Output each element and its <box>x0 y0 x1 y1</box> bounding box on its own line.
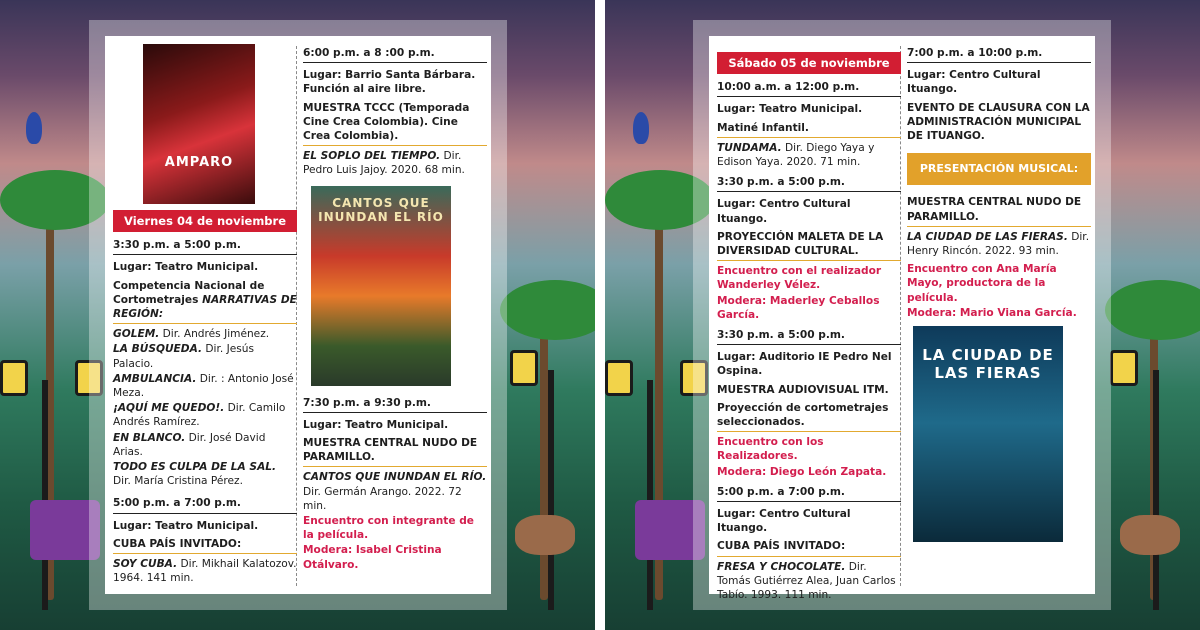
palm-frond <box>1105 280 1200 340</box>
venue: Lugar: Teatro Municipal. <box>113 519 259 532</box>
film-entry: SOY CUBA. Dir. Mikhail Kalatozov. 1964. 141 min. <box>113 558 297 585</box>
bird-icon <box>26 112 42 144</box>
meet-note: Encuentro con el realizador Wanderley Vélez. <box>717 265 882 292</box>
meet-note: Encuentro con integrante de la película. <box>303 515 474 542</box>
palm-frond <box>500 280 595 340</box>
venue: Lugar: Barrio Santa Bárbara. Función al aire libre. <box>303 69 476 96</box>
time-slot: 5:00 p.m. a 7:00 p.m. <box>717 483 901 502</box>
film-entry: TODO ES CULPA DE LA SAL. Dir. María Cristina Pérez. <box>113 461 277 488</box>
program-title: Competencia Nacional de Cortometrajes NARRATIVAS DE REGIÓN: <box>113 277 297 325</box>
meet-note: Encuentro con los Realizadores. <box>717 436 824 463</box>
film-entry: TUNDAMA. Dir. Diego Yaya y Edison Yaya. 2020. 71 min. <box>717 141 875 169</box>
poster-title: LA CIUDAD DE LAS FIERAS <box>922 346 1054 383</box>
street-lamp <box>42 380 48 610</box>
time-slot: 7:30 p.m. a 9:30 p.m. <box>303 394 487 413</box>
poster-amparo <box>143 44 255 204</box>
right-page <box>605 0 1200 630</box>
moderator-note: Modera: Diego León Zapata. <box>717 465 887 478</box>
program-title: MUESTRA AUDIOVISUAL ITM. <box>717 383 889 396</box>
program-title: Matiné Infantil. <box>717 119 901 138</box>
film-entry: AMBULANCIA. Dir. : Antonio José Meza. <box>113 372 294 400</box>
column-1 <box>717 44 901 603</box>
time-slot: 3:30 p.m. a 5:00 p.m. <box>113 236 297 255</box>
time-slot: 6:00 p.m. a 8 :00 p.m. <box>303 44 487 63</box>
film-entry: GOLEM. Dir. Andrés Jiménez. <box>113 328 270 341</box>
time-slot: 10:00 a.m. a 12:00 p.m. <box>717 78 901 97</box>
program-card <box>105 36 491 594</box>
venue: Lugar: Centro Cultural Ituango. <box>717 198 851 225</box>
venue: Lugar: Teatro Municipal. <box>303 418 449 431</box>
street-lamp <box>548 370 554 610</box>
film-entry: CANTOS QUE INUNDAN EL RÍO. Dir. Germán Arango. 2022. 72 min. <box>303 471 487 512</box>
time-slot: 3:30 p.m. a 5:00 p.m. <box>717 173 901 192</box>
program-card <box>709 36 1095 602</box>
meet-note: Encuentro con Ana María Mayo, productora de la película. <box>907 263 1057 304</box>
bird-icon <box>633 112 649 144</box>
venue: Lugar: Auditorio IE Pedro Nel Ospina. <box>717 351 892 378</box>
program-title: MUESTRA TCCC (Temporada Cine Crea Colombia). Cine Crea Colombia). <box>303 99 487 147</box>
poster-title: CANTOS QUE INUNDAN EL RÍO <box>318 195 444 224</box>
poster-ciudad <box>913 326 1063 542</box>
time-slot: 5:00 p.m. a 7:00 p.m. <box>113 494 297 513</box>
mule <box>1120 515 1180 555</box>
lamp-light <box>1110 350 1138 386</box>
film-entry: LA BÚSQUEDA. Dir. Jesús Palacio. <box>113 343 254 370</box>
venue: Lugar: Teatro Municipal. <box>113 261 259 274</box>
program-title: EVENTO DE CLAUSURA CON LA ADMINISTRACIÓN MUNICIPAL DE ITUANGO. <box>907 101 1090 143</box>
column-2 <box>907 44 1091 542</box>
lamp-light <box>0 360 28 396</box>
lamp-light <box>510 350 538 386</box>
film-entry: EN BLANCO. Dir. José David Arias. <box>113 431 266 458</box>
mule <box>515 515 575 555</box>
film-entry: LA CIUDAD DE LAS FIERAS. Dir. Henry Rincón. 2022. 93 min. <box>907 230 1090 258</box>
venue: Lugar: Centro Cultural Ituango. <box>717 508 851 535</box>
column-1 <box>113 44 297 586</box>
venue: Lugar: Centro Cultural Ituango. <box>907 69 1041 96</box>
program-title: CUBA PAÍS INVITADO: <box>717 537 901 556</box>
moderator-note: Modera: Maderley Ceballos García. <box>717 294 880 321</box>
venue: Lugar: Teatro Municipal. <box>717 103 863 116</box>
film-entry: EL SOPLO DEL TIEMPO. Dir. Pedro Luis Jajoy. 2020. 68 min. <box>303 150 465 177</box>
left-page <box>0 0 595 630</box>
program-title: MUESTRA CENTRAL NUDO DE PARAMILLO. <box>303 434 487 467</box>
time-slot: 3:30 p.m. a 5:00 p.m. <box>717 326 901 345</box>
poster-title: AMPARO <box>164 155 234 170</box>
film-entry: ¡AQUÍ ME QUEDO!. Dir. Camilo Andrés Ramírez. <box>113 402 286 429</box>
music-banner: PRESENTACIÓN MUSICAL: <box>907 153 1091 185</box>
moderator-note: Modera: Isabel Cristina Otálvaro. <box>303 544 442 571</box>
moderator-note: Modera: Mario Viana García. <box>907 306 1077 319</box>
date-banner: Viernes 04 de noviembre <box>113 210 297 232</box>
page-divider <box>595 0 605 630</box>
film-entry: FRESA Y CHOCOLATE. Dir. Tomás Gutiérrez Alea, Juan Carlos Tabío. 1993. 111 min. <box>717 560 896 602</box>
program-title: PROYECCIÓN MALETA DE LA DIVERSIDAD CULTURAL. <box>717 228 901 261</box>
palm-tree <box>540 300 548 600</box>
column-2 <box>303 44 487 573</box>
program-title: MUESTRA CENTRAL NUDO DE PARAMILLO. <box>907 193 1091 226</box>
poster-cantos <box>311 186 451 386</box>
lamp-light <box>605 360 633 396</box>
street-lamp <box>647 380 653 610</box>
street-lamp <box>1153 370 1159 610</box>
program-subtitle: Proyección de cortometrajes seleccionados. <box>717 399 901 432</box>
time-slot: 7:00 p.m. a 10:00 p.m. <box>907 44 1091 63</box>
program-title: CUBA PAÍS INVITADO: <box>113 535 297 554</box>
date-banner: Sábado 05 de noviembre <box>717 52 901 74</box>
